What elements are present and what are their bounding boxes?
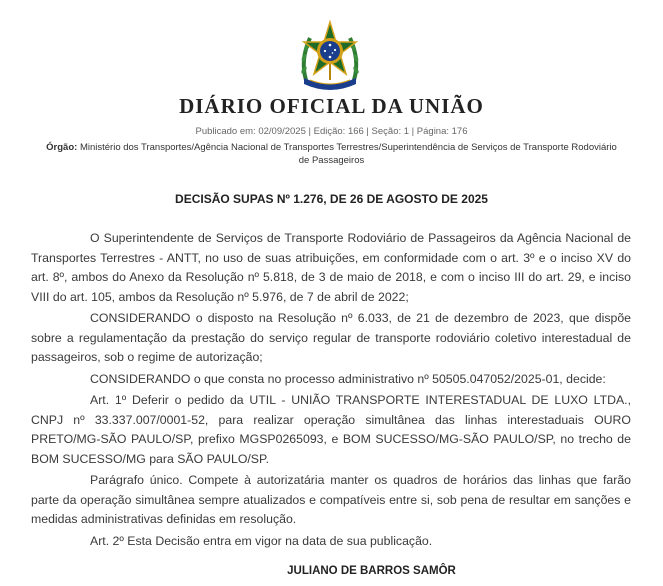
paragraph-considerando-2: CONSIDERANDO o que consta no processo administrativo nº 50505.047052/2025-01, decide: xyxy=(90,371,606,386)
paragraph-preamble: O Superintendente de Serviços de Transporte Rodoviário de Passageiros da Agência Nacional de Transportes Terrestres - ANTT, no uso de suas atribuições, em conformidade com o art. 3º e o inciso XV do art. 8º, ambos do Anexo da Resolução nº 5.818, de 3 de maio de 2018, e com o inciso III do art. 29, e inciso VIII do art. 105, ambos da Resolução nº 5.976, de 7 de abril de 2022; xyxy=(31,231,631,304)
orgao-label: Órgão: xyxy=(46,142,78,153)
paragraph-paragrafo-unico: Parágrafo único. Compete à autorizatária manter os quadros de horários das linhas que farão parte da operação simultânea sempre atualizados e compatíveis entre si, sob pena de resultar em sanções e medidas administrativas definidas em resolução. xyxy=(31,473,631,526)
orgao-text: Ministério dos Transportes/Agência Nacional de Transportes Terrestres/Superintendência de Serviços de Transporte Rodoviário de Passageiros xyxy=(79,142,617,166)
orgao-line xyxy=(40,142,623,167)
publication-info: Publicado em: 02/09/2025 | Edição: 166 | Seção: 1 | Página: 176 xyxy=(195,126,468,137)
page-title: DIÁRIO OFICIAL DA UNIÃO xyxy=(179,94,484,118)
paragraph-art-1: Art. 1º Deferir o pedido da UTIL - UNIÃO TRANSPORTE INTERESTADUAL DE LUXO LTDA., CNPJ nº 33.337.007/0001-52, para realizar operação simultânea das linhas interestaduais OURO PRETO/MG-SÃO PAULO/SP, prefixo MGSP0265093, e BOM SUCESSO/MG-SÃO PAULO/SP, no trecho de BOM SUCESSO/MG para SÃO PAULO/SP. xyxy=(31,393,631,466)
document-body xyxy=(31,229,631,553)
decision-title: DECISÃO SUPAS Nº 1.276, DE 26 DE AGOSTO DE 2025 xyxy=(175,192,488,206)
signature: JULIANO DE BARROS SAMÔR xyxy=(287,565,456,577)
brazil-coat-of-arms-icon xyxy=(296,20,364,92)
paragraph-considerando-1: CONSIDERANDO o disposto na Resolução nº 6.033, de 21 de dezembro de 2023, que dispõe sobre a regulamentação da prestação do serviço regular de transporte rodoviário coletivo interestadual de passageiros, sob o regime de autorização; xyxy=(31,311,631,364)
paragraph-art-2: Art. 2º Esta Decisão entra em vigor na data de sua publicação. xyxy=(90,533,433,548)
